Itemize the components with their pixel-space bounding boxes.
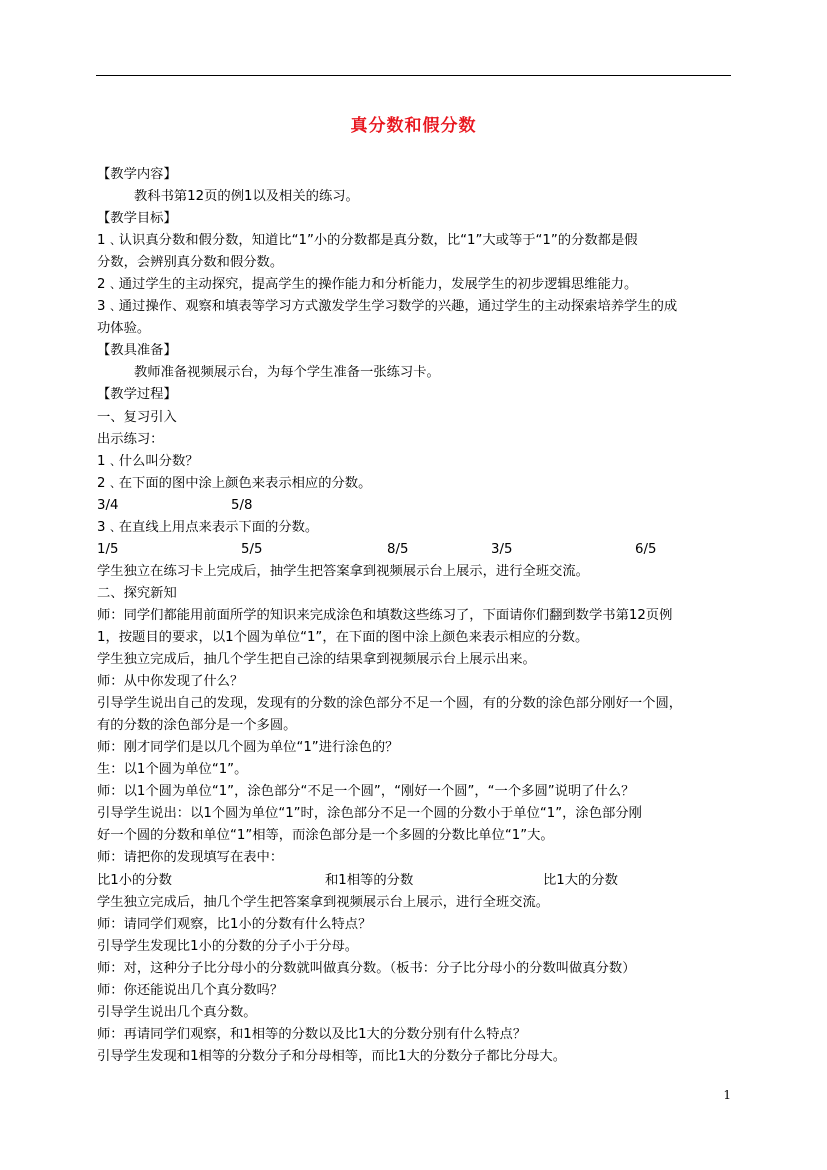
text-line: 教科书第12页的例1以及相关的练习。 — [134, 189, 359, 205]
text-line: 好一个圆的分数和单位“1”相等，而涂色部分是一个多圆的分数比单位“1”大。 — [97, 828, 554, 844]
text-line: 引导学生发现和1相等的分数分子和分母相等，而比1大的分数分子都比分母大。 — [97, 1048, 567, 1064]
text-line: 学生独立在练习卡上完成后，抽学生把答案拿到视频展示台上展示，进行全班交流。 — [97, 563, 589, 579]
text-line: 【教学目标】 — [97, 211, 177, 227]
text-line: 二、探究新知 — [97, 585, 177, 601]
text-line: 3﹑通过操作、观察和填表等学习方式激发学生学习数学的兴趣，通过学生的主动探索培养学生的成 — [97, 299, 678, 315]
text-line: 师：对，这种分子比分母小的分数就叫做真分数。（板书：分子比分母小的分数叫做真分数） — [97, 960, 636, 976]
text-line: 学生独立完成后，抽几个学生把答案拿到视频展示台上展示，进行全班交流。 — [97, 894, 550, 910]
inline-cell: 1/5 — [97, 541, 119, 557]
text-line: 引导学生说出：以1个圆为单位“1”时，涂色部分不足一个圆的分数小于单位“1”，涂色部分刚 — [97, 806, 642, 822]
text-line — [97, 870, 737, 892]
text-line: 师：刚才同学们是以几个圆为单位“1”进行涂色的？ — [97, 740, 399, 756]
text-line: 功体验。 — [97, 321, 151, 337]
inline-cell: 5/8 — [231, 497, 253, 513]
text-line: 出示练习： — [97, 431, 164, 447]
text-line: 师：请同学们观察，比1小的分数有什么特点？ — [97, 916, 372, 932]
text-line: 师：你还能说出几个真分数吗？ — [97, 982, 284, 998]
inline-cell: 比1大的分数 — [543, 872, 618, 888]
text-line: 引导学生说出自己的发现，发现有的分数的涂色部分不足一个圆，有的分数的涂色部分刚好一个圆， — [97, 696, 683, 712]
text-line: 引导学生说出几个真分数。 — [97, 1004, 257, 1020]
text-line: 师：以1个圆为单位“1”，涂色部分“不足一个圆”，“刚好一个圆”，“一个多圆”说明了什么？ — [97, 784, 635, 800]
text-line: 学生独立完成后，抽几个学生把自己涂的结果拿到视频展示台上展示出来。 — [97, 652, 536, 668]
text-line: 一、复习引入 — [97, 409, 177, 425]
text-line: 【教具准备】 — [97, 343, 177, 359]
text-line: 2﹑在下面的图中涂上颜色来表示相应的分数。 — [97, 475, 372, 491]
inline-cell: 6/5 — [635, 541, 657, 557]
text-line: 分数，会辨别真分数和假分数。 — [97, 255, 284, 271]
document-title: 真分数和假分数 — [350, 116, 477, 136]
text-line: 教师准备视频展示台，为每个学生准备一张练习卡。 — [134, 365, 440, 381]
document-body — [97, 164, 737, 1068]
text-line: 【教学过程】 — [97, 387, 177, 403]
text-line: 师：同学们都能用前面所学的知识来完成涂色和填数这些练习了，下面请你们翻到数学书第12页例 — [97, 607, 673, 623]
inline-cell: 3/5 — [491, 541, 513, 557]
text-line: 生：以1个圆为单位“1”。 — [97, 762, 248, 778]
header-rule — [96, 75, 731, 76]
text-line — [97, 539, 737, 561]
text-line: 师：请把你的发现填写在表中： — [97, 850, 284, 866]
text-line: 师：从中你发现了什么？ — [97, 674, 244, 690]
text-line: 1，按题目的要求，以1个圆为单位“1”，在下面的图中涂上颜色来表示相应的分数。 — [97, 629, 589, 645]
text-line: 师：再请同学们观察，和1相等的分数以及比1大的分数分别有什么特点？ — [97, 1026, 527, 1042]
text-line: 1﹑什么叫分数？ — [97, 453, 199, 469]
text-line: 2﹑通过学生的主动探究，提高学生的操作能力和分析能力，发展学生的初步逻辑思维能力。 — [97, 277, 638, 293]
inline-cell: 5/5 — [241, 541, 263, 557]
page-number: 1 — [723, 1088, 731, 1102]
text-line — [97, 495, 737, 517]
inline-cell: 比1小的分数 — [97, 872, 172, 888]
text-line: 有的分数的涂色部分是一个多圆。 — [97, 718, 297, 734]
inline-cell: 3/4 — [97, 497, 119, 513]
text-line: 【教学内容】 — [97, 167, 177, 182]
inline-cell: 和1相等的分数 — [325, 872, 414, 888]
text-line: 1﹑认识真分数和假分数，知道比“1”小的分数都是真分数，比“1”大或等于“1”的分数都是假 — [97, 233, 638, 249]
inline-cell: 8/5 — [387, 541, 409, 557]
text-line: 引导学生发现比1小的分数的分子小于分母。 — [97, 938, 359, 954]
text-line: 3﹑在直线上用点来表示下面的分数。 — [97, 519, 319, 535]
